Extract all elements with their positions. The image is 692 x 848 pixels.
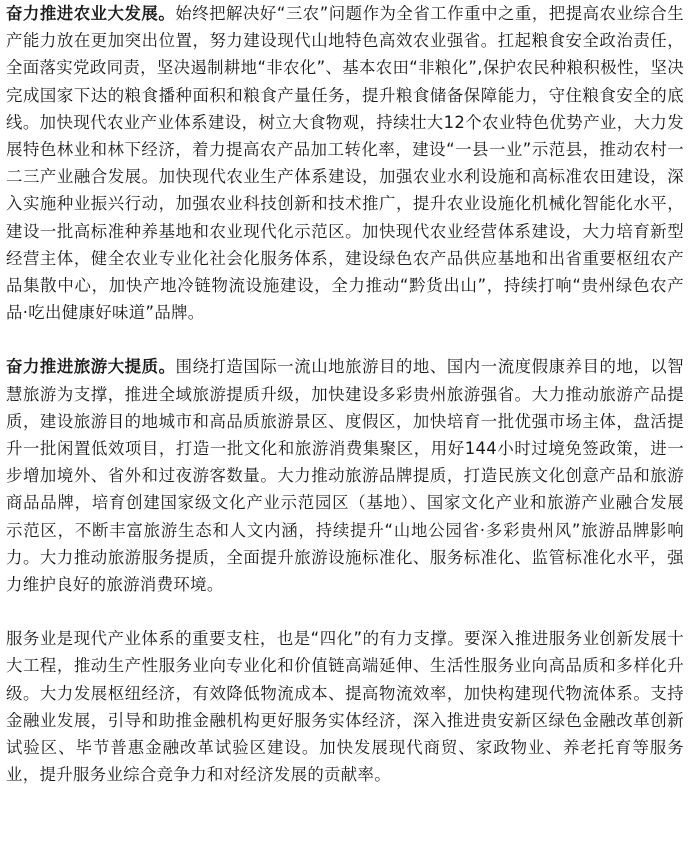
paragraph-agriculture	[6, 0, 684, 326]
paragraph-text-tourism: 围绕打造国际一流山地旅游目的地、国内一流度假康养目的地，以智慧旅游为支撑，推进全域旅游提质升级，加快建设多彩贵州旅游强省。大力推动旅游产品提质，建设旅游目的地城市和高品质旅游景区、度假区，加快培育一批优强市场主体，盘活提升一批闲置低效项目，打造一批文化和旅游消费集聚区，用好144小时过境免签政策，进一步增加境外、省外和过夜游客数量。大力推动旅游品牌提质，打造民族文化创意产品和旅游商品品牌，培育创建国家级文化产业示范园区（基地）、国家文化产业和旅游产业融合发展示范区，不断丰富旅游生态和人文内涵，持续提升“山地公园省·多彩贵州风”旅游品牌影响力。大力推动旅游服务提质，全面提升旅游设施标准化、服务标准化、监管标准化水平，强力维护良好的旅游消费环境。	[6, 357, 685, 595]
paragraph-lead-agriculture: 奋力推进农业大发展。	[6, 4, 176, 23]
paragraph-text-agriculture: 始终把解决好“三农”问题作为全省工作重中之重，把提高农业综合生产能力放在更加突出位置，努力建设现代山地特色高效农业强省。扛起粮食安全政治责任，全面落实党政同责，坚决遏制耕地“非农化”、基本农田“非粮化”,保护农民种粮积极性，坚决完成国家下达的粮食播种面积和粮食产量任务，提升粮食储备保障能力，守住粮食安全的底线。加快现代农业产业体系建设，树立大食物观，持续壮大12个农业特色优势产业，大力发展特色林业和林下经济，着力提高农产品加工转化率，建设“一县一业”示范县，推动农村一二三产业融合发展。加快现代农业生产体系建设，加强农业水利设施和高标准农田建设，深入实施种业振兴行动，加强农业科技创新和技术推广，提升农业设施化机械化智能化水平，建设一批高标准种养基地和农业现代化示范区。加快现代农业经营体系建设，大力培育新型经营主体，健全农业专业化社会化服务体系，建设绿色农产品供应基地和出省重要枢纽农产品集散中心，加快产地冷链物流设施建设，全力推动“黔货出山”，持续打响“贵州绿色农产品·吃出健康好味道”品牌。	[6, 4, 684, 323]
paragraph-text-services: 服务业是现代产业体系的重要支柱，也是“四化”的有力支撑。要深入推进服务业创新发展十大工程，推动生产性服务业向专业化和价值链高端延伸、生活性服务业向高品质和多样化升级。大力发展枢纽经济，有效降低物流成本、提高物流效率，加快构建现代物流体系。支持金融业发展，引导和助推金融机构更好服务实体经济，深入推进贵安新区绿色金融改革创新试验区、毕节普惠金融改革试验区建设。加快发展现代商贸、家政物业、养老托育等服务业，提升服务业综合竞争力和对经济发展的贡献率。	[6, 629, 684, 785]
paragraph-lead-tourism: 奋力推进旅游大提质。	[6, 357, 176, 377]
paragraph-tourism	[6, 353, 684, 598]
paragraph-services	[6, 625, 684, 788]
